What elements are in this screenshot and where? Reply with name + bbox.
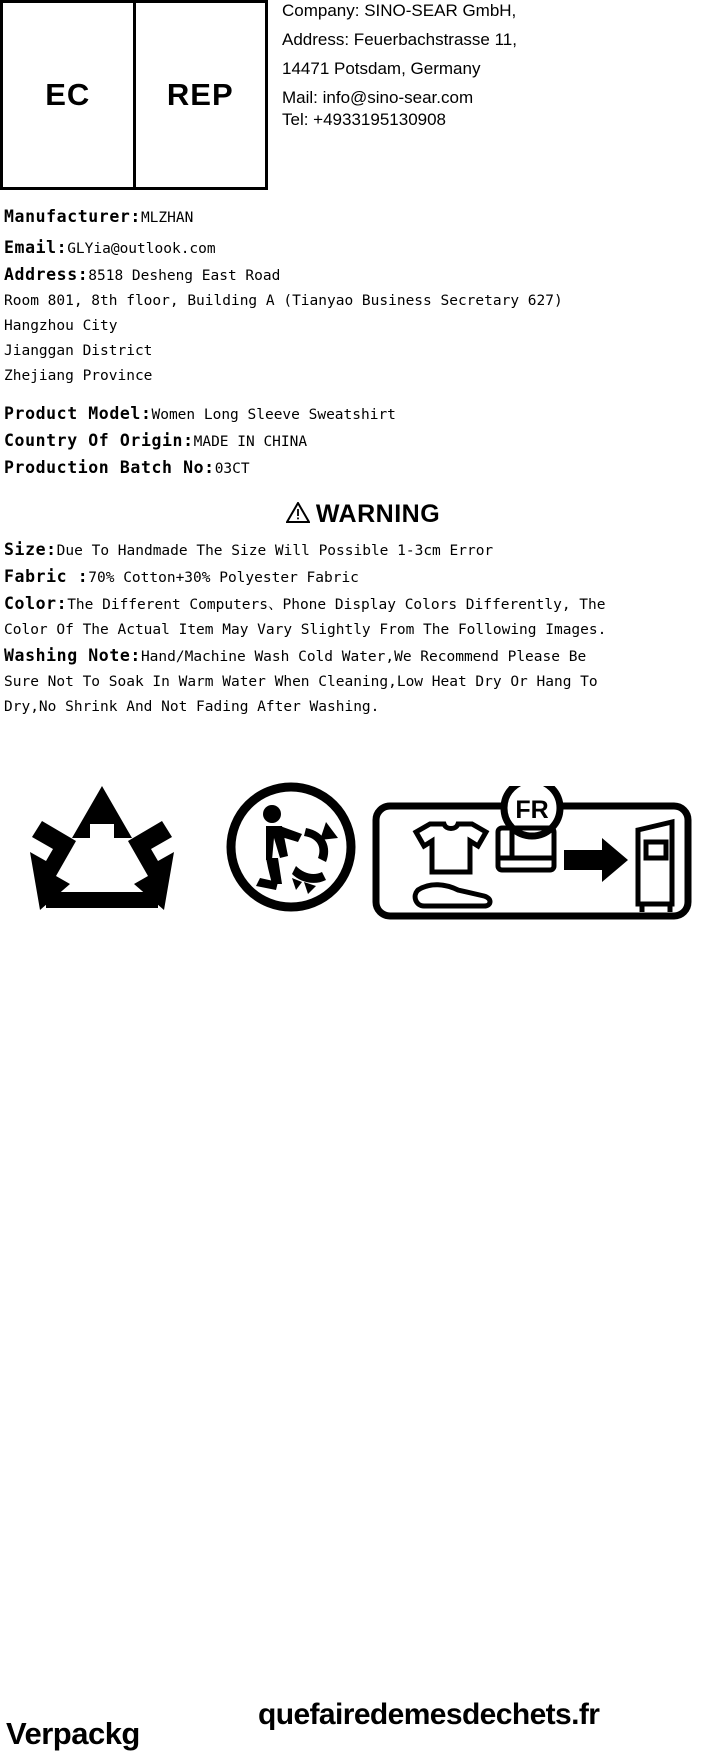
washing-value-line-1: Hand/Machine Wash Cold Water,We Recommend Please Be	[140, 649, 587, 665]
ec-address-line-2: 14471 Potsdam, Germany	[282, 59, 481, 78]
warning-title: WARNING	[315, 500, 441, 528]
washing-row	[4, 643, 718, 670]
email-label: Email:	[4, 238, 68, 257]
country-of-origin-value: MADE IN CHINA	[193, 434, 308, 450]
washing-value-line-2: Sure Not To Soak In Warm Water When Cleaning,Low Heat Dry Or Hang To	[4, 674, 598, 690]
country-of-origin-label: Country Of Origin:	[4, 431, 194, 450]
size-label: Size:	[4, 540, 57, 559]
production-batch-value: 03CT	[214, 461, 250, 477]
quefaire-url-label: quefairedemesdechets.fr	[258, 1698, 600, 1731]
color-label: Color:	[4, 594, 68, 613]
ec-mail: Mail: info@sino-sear.com	[282, 88, 474, 107]
ec-address-line-1: Address: Feuerbachstrasse 11,	[282, 30, 517, 49]
ec-rep-company-details	[268, 0, 517, 140]
country-of-origin-row	[4, 428, 718, 455]
verpackg-label: Verpackg	[6, 1716, 140, 1751]
color-row	[4, 591, 718, 618]
rep-symbol-label: REP	[166, 77, 234, 112]
manufacturer-value: MLZHAN	[140, 210, 194, 226]
product-model-value: Women Long Sleeve Sweatshirt	[151, 407, 396, 423]
fr-badge-text: FR	[515, 796, 549, 824]
warning-heading	[8, 500, 718, 531]
product-model-row	[4, 401, 718, 428]
triman-sorting-icon	[372, 786, 692, 925]
size-row	[4, 537, 718, 564]
production-batch-label: Production Batch No:	[4, 458, 215, 477]
product-model-label: Product Model:	[4, 404, 152, 423]
warning-triangle-icon	[286, 502, 310, 531]
manufacturer-label: Manufacturer:	[4, 207, 141, 226]
ec-company-name: Company: SINO-SEAR GmbH,	[282, 1, 517, 20]
fabric-label: Fabric :	[4, 567, 89, 586]
ec-rep-header	[0, 0, 718, 190]
manufacturer-info-block	[0, 190, 718, 482]
address-label: Address:	[4, 265, 89, 284]
email-row	[4, 235, 718, 262]
address-row	[4, 262, 718, 289]
color-value-line-2: Color Of The Actual Item May Vary Slightly From The Following Images.	[4, 622, 607, 638]
fabric-value: 70% Cotton+30% Polyester Fabric	[88, 570, 359, 586]
care-instructions-block	[0, 537, 718, 720]
address-line-2: Room 801, 8th floor, Building A (Tianyao Business Secretary 627)	[4, 293, 563, 309]
ec-symbol-label: EC	[3, 3, 136, 187]
washing-value-line-3: Dry,No Shrink And Not Fading After Washing.	[4, 699, 380, 715]
footer-symbols	[0, 768, 718, 1751]
do-not-litter-icon	[222, 782, 360, 916]
washing-note-label: Washing Note:	[4, 646, 141, 665]
address-line-3: Hangzhou City	[4, 318, 118, 334]
ec-rep-symbol-box	[0, 0, 268, 190]
ec-tel: Tel: +4933195130908	[282, 110, 447, 129]
address-value: 8518 Desheng East Road	[88, 268, 281, 284]
email-value: GLYia@outlook.com	[67, 241, 216, 257]
address-line-5: Zhejiang Province	[4, 368, 153, 384]
production-batch-row	[4, 455, 718, 482]
manufacturer-row	[4, 204, 718, 231]
color-value-line-1: The Different Computers、Phone Display Colors Differently, The	[67, 597, 606, 613]
size-value: Due To Handmade The Size Will Possible 1-3cm Error	[56, 543, 494, 559]
address-line-4: Jianggan District	[4, 343, 153, 359]
fabric-row	[4, 564, 718, 591]
recycling-mobius-loop-icon	[22, 780, 182, 934]
